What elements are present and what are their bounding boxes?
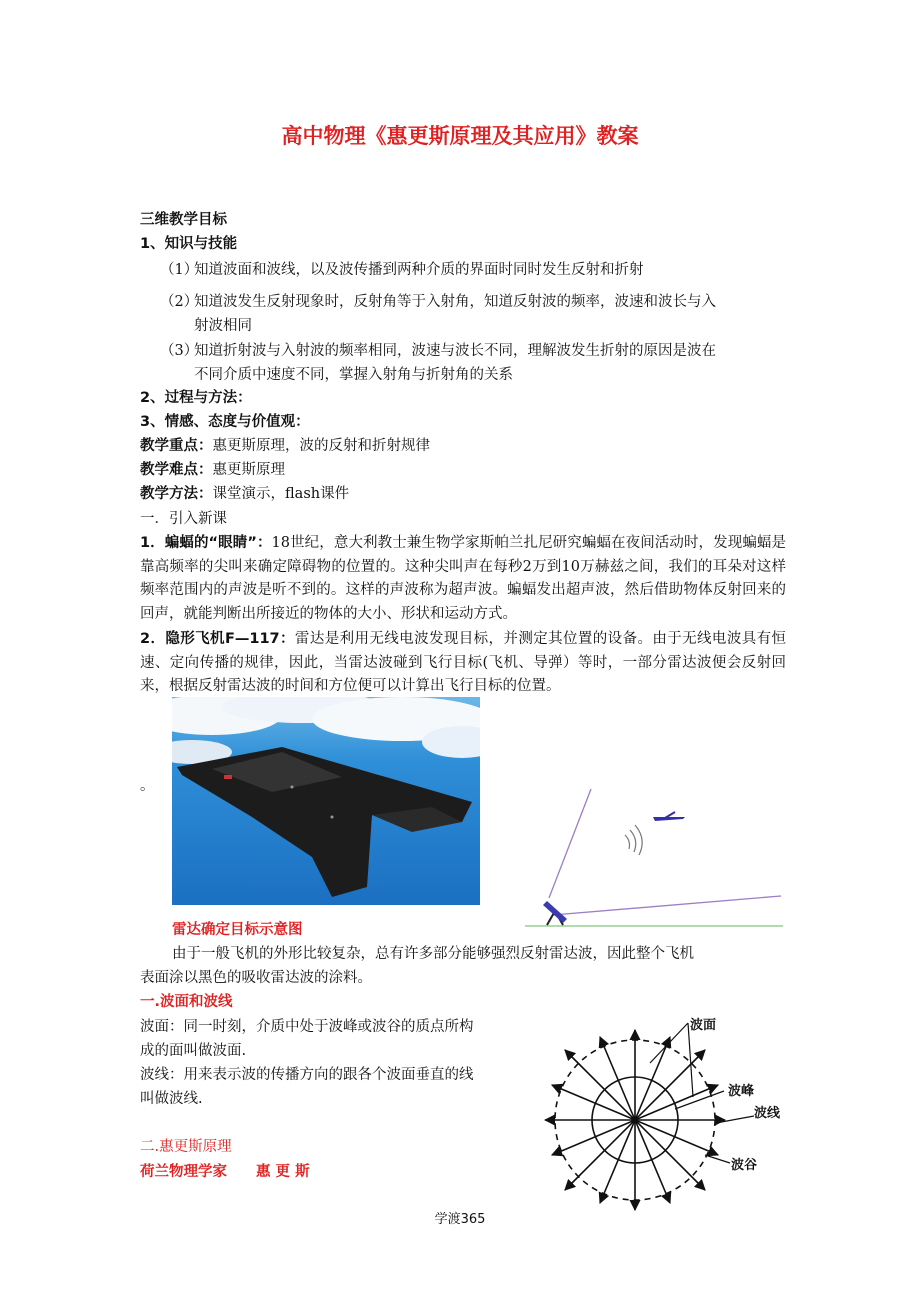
teaching-method: 教学方法：课堂演示，flash课件 [140, 486, 350, 502]
bat-paragraph: 1．蝙蝠的“眼睛”：18世纪，意大利教士兼生物学家斯帕兰扎尼研究蝙蝠在夜间活动时，发现蝙蝠是靠高频率的尖叫来确定障碍物的位置的。这种尖叫声在每秒2万到10万赫兹之间，我们的耳朵对这样频率范围内的声波是听不到的。这样的声波称为超声波。蝙蝠发出超声波，然后借助物体反射回来的回声，就能判断出所接近的物体的大小、形状和运动方式。 [140, 535, 787, 622]
trough-label: 波谷 [731, 1158, 758, 1173]
absorb-text-1: 由于一般飞机的外形比较复杂，总有许多部分能够强烈反射雷达波，因此整个飞机 [172, 946, 694, 962]
knowledge-heading: 1、知识与技能 [140, 236, 238, 252]
intro-heading: 一．引入新课 [140, 511, 227, 527]
wavefront-def-1: 波面：同一时刻，介质中处于波峰或波谷的质点所构 [140, 1019, 474, 1035]
section-wavefront-heading: 一.波面和波线 [140, 994, 233, 1010]
key-point: 教学重点：惠更斯原理，波的反射和折射规律 [140, 438, 430, 454]
radar-beam-lower [553, 896, 781, 915]
radio-wave-icon [625, 825, 642, 855]
difficulty: 教学难点：惠更斯原理 [140, 462, 285, 478]
wavefront-def-2: 成的面叫做波面. [140, 1043, 247, 1059]
wavefront-diagram [530, 1005, 810, 1225]
stealth-aircraft-image [172, 697, 480, 905]
process-heading: 2、过程与方法： [140, 390, 252, 406]
page-title: 高中物理《惠更斯原理及其应用》教案 [281, 124, 639, 148]
section-huygens-heading: 二.惠更斯原理 [140, 1139, 232, 1155]
physicist-line: 荷兰物理学家 惠 更 斯 [140, 1164, 310, 1180]
stealth-paragraph: 2．隐形飞机F—117：雷达是利用无线电波发现目标，并测定其位置的设备。由于无线电波具有恒速、定向传播的规律，因此，当雷达波碰到飞行目标(飞机、导弹）等时，一部分雷达波便会反射回来，根据反射雷达波的时间和方位便可以计算出飞行目标的位置。 [140, 631, 787, 694]
airplane-icon [653, 812, 688, 821]
objectives-heading: 三维教学目标 [140, 212, 227, 228]
objective-item-3: （3）知道折射波与入射波的频率相同，波速与波长不同，理解波发生折射的原因是波在 不同介质中速度不同，掌握入射角与折射角的关系 [160, 343, 716, 383]
objective-item-1: （1）知道波面和波线，以及波传播到两种介质的界面时同时发生反射和折射 [160, 262, 644, 278]
ray-label: 波线 [754, 1106, 781, 1121]
radar-diagram [525, 785, 785, 930]
absorb-text-2: 表面涂以黑色的吸收雷达波的涂料。 [140, 970, 372, 986]
objective-item-2: （2）知道波发生反射现象时，反射角等于入射角，知道反射波的频率，波速和波长与入 射波相同 [160, 294, 716, 334]
radar-beam-upper [549, 789, 591, 898]
radar-antenna-icon [543, 901, 567, 925]
wavefront-label: 波面 [690, 1018, 717, 1033]
stray-dot: 。 [140, 778, 155, 794]
crest-label: 波峰 [728, 1084, 755, 1099]
ray-def-1: 波线：用来表示波的传播方向的跟各个波面垂直的线 [140, 1067, 474, 1083]
radar-caption: 雷达确定目标示意图 [172, 922, 303, 938]
page-footer: 学渡365 [434, 1212, 486, 1227]
attitude-heading: 3、情感、态度与价值观： [140, 414, 310, 430]
ray-def-2: 叫做波线. [140, 1091, 203, 1107]
